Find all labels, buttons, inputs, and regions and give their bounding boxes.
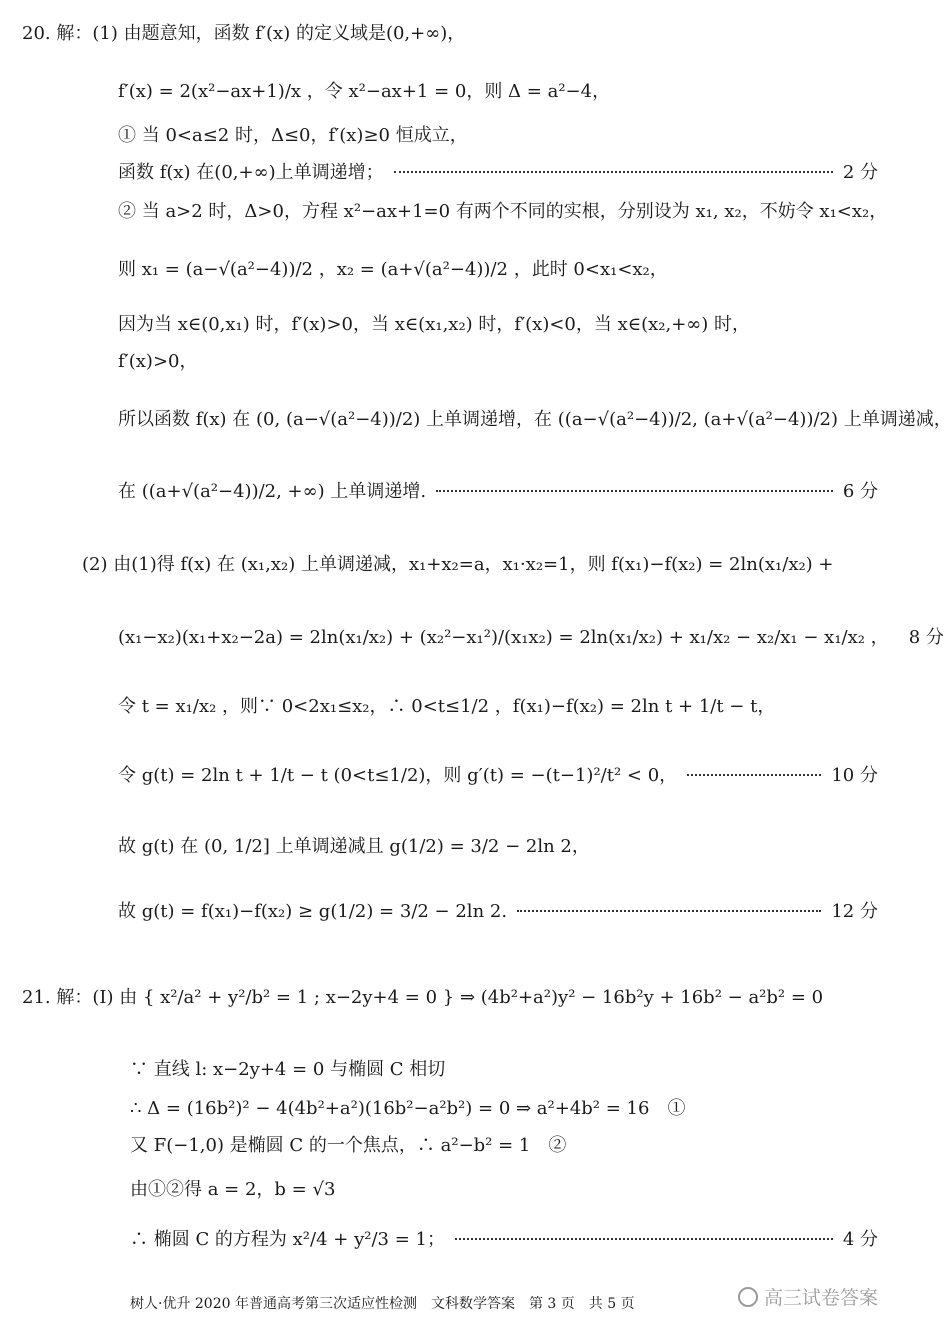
score-label: 10 分	[831, 765, 878, 786]
scored-text: ∴ 椭圆 C 的方程为 x²/4 + y²/3 = 1；	[130, 1229, 445, 1250]
q20-line-10: 令 t = x₁/x₂ ，则∵ 0<2x₁≤x₂，∴ 0<t≤1/2 ，f(x₁)−f(x₂) = 2ln t + 1/t − t，	[118, 696, 776, 717]
q20-scored-1	[118, 161, 878, 185]
q20-line-3: ① 当 0<a≤2 时，Δ≤0，f′(x)≥0 恒成立，	[118, 125, 468, 146]
leader-dots	[455, 1238, 833, 1240]
q20-line-9: (2) 由(1)得 f(x) 在 (x₁,x₂) 上单调递减，x₁+x₂=a，x₁·x₂=1，则 f(x₁)−f(x₂) = 2ln(x₁/x₂) +	[82, 554, 834, 575]
q20-scored-5	[118, 900, 878, 924]
q20-line-1: 20. 解：(1) 由题意知，函数 f′(x) 的定义域是(0,+∞)，	[22, 23, 466, 44]
leader-dots	[517, 910, 821, 912]
q20-line-6: 因为当 x∈(0,x₁) 时，f′(x)>0，当 x∈(x₁,x₂) 时，f′(x)<0，当 x∈(x₂,+∞) 时，	[118, 314, 751, 335]
score-label: 12 分	[831, 901, 878, 922]
q21-line-1: 21. 解：(Ⅰ) 由 { x²/a² + y²/b² = 1 ; x−2y+4 = 0 } ⇒ (4b²+a²)y² − 16b²y + 16b² − a²b² = 0	[22, 987, 824, 1008]
q20-line-8: 所以函数 f(x) 在 (0, (a−√(a²−4))/2) 上单调递增，在 ((a−√(a²−4))/2, (a+√(a²−4))/2) 上单调递减，	[118, 409, 952, 430]
scored-text: 在 ((a+√(a²−4))/2, +∞) 上单调递增.	[118, 481, 427, 502]
wechat-icon	[738, 1287, 758, 1307]
score-label: 6 分	[842, 481, 878, 502]
watermark	[738, 1283, 878, 1310]
q20-scored-4	[118, 764, 878, 788]
q20-scored-2	[118, 480, 878, 504]
q21-line-3: ∴ Δ = (16b²)² − 4(4b²+a²)(16b²−a²b²) = 0 ⇒ a²+4b² = 16 ①	[130, 1098, 686, 1119]
scored-text: 故 g(t) = f(x₁)−f(x₂) ≥ g(1/2) = 3/2 − 2ln 2.	[118, 901, 508, 922]
leader-dots	[436, 490, 833, 492]
q21-line-5: 由①②得 a = 2，b = √3	[130, 1179, 336, 1200]
q20-line-11: 故 g(t) 在 (0, 1/2] 上单调递减且 g(1/2) = 3/2 − 2ln 2，	[118, 836, 590, 857]
score-label: 4 分	[842, 1229, 878, 1250]
scored-text: 函数 f(x) 在(0,+∞)上单调递增；	[118, 162, 384, 183]
page-footer: 树人·优升 2020 年普通高考第三次适应性检测 文科数学答案 第 3 页 共 5 页	[130, 1296, 635, 1312]
scored-text: (x₁−x₂)(x₁+x₂−2a) = 2ln(x₁/x₂) + (x₂²−x₁²)/(x₁x₂) = 2ln(x₁/x₂) + x₁/x₂ − x₂/x₁ − x₁/x₂ ，	[118, 627, 889, 648]
score-label: 2 分	[842, 162, 878, 183]
q21-line-4: 又 F(−1,0) 是椭圆 C 的一个焦点，∴ a²−b² = 1 ②	[130, 1135, 567, 1156]
leader-dots	[394, 171, 833, 173]
q20-line-7: f′(x)>0，	[118, 351, 198, 372]
q20-line-2: f′(x) = 2(x²−ax+1)/x ，令 x²−ax+1 = 0，则 Δ = a²−4，	[118, 81, 611, 102]
q20-scored-3	[118, 626, 944, 650]
leader-dots	[687, 774, 821, 776]
watermark-text: 高三试卷答案	[763, 1287, 878, 1309]
q20-line-4: ② 当 a>2 时，Δ>0，方程 x²−ax+1=0 有两个不同的实根，分别设为 x₁, x₂，不妨令 x₁<x₂，	[118, 201, 888, 222]
q20-line-5: 则 x₁ = (a−√(a²−4))/2 ，x₂ = (a+√(a²−4))/2 ，此时 0<x₁<x₂，	[118, 259, 668, 280]
q21-scored-1	[130, 1228, 878, 1252]
q21-line-2: ∵ 直线 l: x−2y+4 = 0 与椭圆 C 相切	[130, 1059, 446, 1080]
scored-text: 令 g(t) = 2ln t + 1/t − t (0<t≤1/2)，则 g′(t) = −(t−1)²/t² < 0，	[118, 765, 678, 786]
score-label: 8 分	[908, 627, 944, 648]
